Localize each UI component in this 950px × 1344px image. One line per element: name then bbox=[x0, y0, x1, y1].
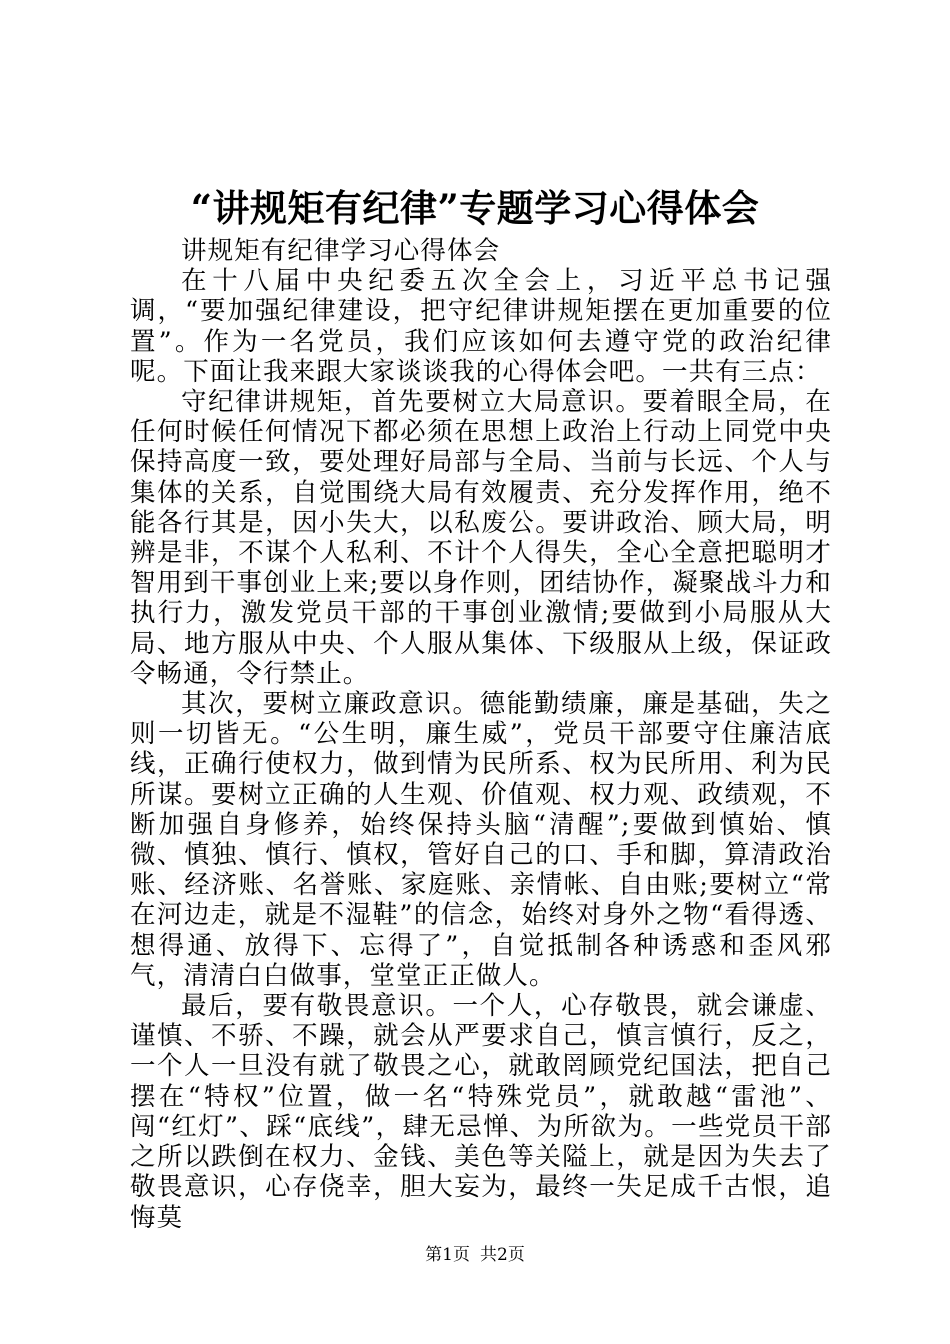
paragraph-third-point: 最后，要有敬畏意识。一个人，心存敬畏，就会谦虚、谨慎、不骄、不躁，就会从严要求自己，慎言慎行，反之，一个人一旦没有就了敬畏之心，就敢罔顾党纪国法，把自己摆在“特权”位置，做一名“特殊党员”，就敢越“雷池”、闯“红灯”、踩“底线”，肆无忌惮、为所欲为。一些党员干部之所以跌倒在权力、金钱、美色等关隘上，就是因为失去了敬畏意识，心存侥幸，胆大妄为，最终一失足成千古恨，追悔莫 bbox=[130, 991, 832, 1233]
document-title: “讲规矩有纪律”专题学习心得体会 bbox=[190, 186, 760, 230]
page-number-current: 第1页 bbox=[425, 1245, 470, 1265]
document-body bbox=[130, 236, 832, 1233]
paragraph-first-point: 守纪律讲规矩，首先要树立大局意识。要着眼全局，在任何时候任何情况下都必须在思想上政治上行动上同党中央保持高度一致，要处理好局部与全局、当前与长远、个人与集体的关系，自觉围绕大局有效履责、充分发挥作用，绝不能各行其是，因小失大，以私废公。要讲政治、顾大局，明辨是非，不谋个人私利、不计个人得失，全心全意把聪明才智用到干事创业上来;要以身作则，团结协作，凝聚战斗力和执行力，激发党员干部的干事创业激情;要做到小局服从大局、地方服从中央、个人服从集体、下级服从上级，保证政令畅通，令行禁止。 bbox=[130, 387, 832, 689]
document-subtitle: 讲规矩有纪律学习心得体会 bbox=[181, 236, 501, 266]
page-number-total: 共2页 bbox=[480, 1245, 525, 1265]
paragraph-intro: 在十八届中央纪委五次全会上，习近平总书记强调，“要加强纪律建设，把守纪律讲规矩摆在更加重要的位置”。作为一名党员，我们应该如何去遵守党的政治纪律呢。下面让我来跟大家谈谈我的心得体会吧。一共有三点： bbox=[130, 266, 832, 387]
paragraph-second-point: 其次，要树立廉政意识。德能勤绩廉，廉是基础，失之则一切皆无。“公生明，廉生威”，党员干部要守住廉洁底线，正确行使权力，做到情为民所系、权为民所用、利为民所谋。要树立正确的人生观、价值观、权力观、政绩观，不断加强自身修养，始终保持头脑“清醒”;要做到慎始、慎微、慎独、慎行、慎权，管好自己的口、手和脚，算清政治账、经济账、名誉账、家庭账、亲情帐、自由账;要树立“常在河边走，就是不湿鞋”的信念，始终对身外之物“看得透、想得通、放得下、忘得了”，自觉抵制各种诱惑和歪风邪气，清清白白做事，堂堂正正做人。 bbox=[130, 689, 832, 991]
page-footer bbox=[0, 1243, 950, 1267]
